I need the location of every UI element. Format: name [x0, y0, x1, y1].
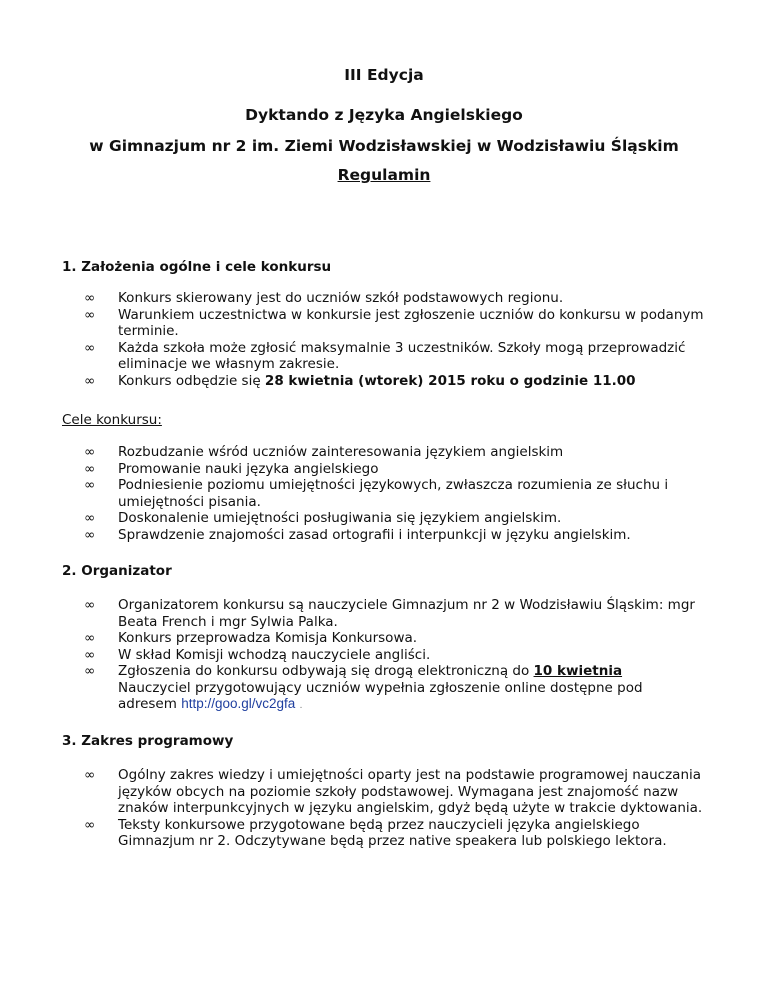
list-item: ∞ Organizatorem konkursu są nauczyciele Gimnazjum nr 2 w Wodzisławiu Śląskim: mgr Beata French i mgr Sylwia Palka.	[84, 597, 695, 630]
infinity-bullet-icon: ∞	[84, 444, 96, 460]
infinity-bullet-icon: ∞	[84, 526, 96, 543]
infinity-bullet-icon: ∞	[84, 460, 96, 477]
school-name: w Gimnazjum nr 2 im. Ziemi Wodzisławskiej w Wodzisławiu Śląskim	[89, 137, 679, 155]
section2-list	[84, 597, 704, 715]
infinity-bullet-icon: ∞	[84, 646, 96, 663]
infinity-bullet-icon: ∞	[84, 663, 96, 679]
edition-label: III Edycja	[344, 66, 424, 84]
list-item: ∞ Sprawdzenie znajomości zasad ortografii i interpunkcji w języku angielskim.	[84, 526, 631, 543]
goals-heading: Cele konkursu:	[62, 412, 162, 428]
list-item: ∞ Każda szkoła może zgłosić maksymalnie 3 uczestników. Szkoły mogą przeprowadzić eliminacje we własnym zakresie.	[84, 339, 686, 372]
list-item: ∞ Teksty konkursowe przygotowane będą przez nauczycieli języka angielskiego Gimnazjum nr 2. Odczytywane będą przez native speakera lub polskiego lektora.	[84, 816, 667, 849]
contest-date: 28 kwietnia (wtorek) 2015 roku o godzinie 11.00	[264, 372, 636, 389]
infinity-bullet-icon: ∞	[84, 339, 96, 356]
section2-heading: 2. Organizator	[62, 563, 172, 579]
registration-link[interactable]: http://goo.gl/vc2gfa	[181, 696, 296, 711]
infinity-bullet-icon: ∞	[84, 477, 96, 493]
registration-deadline: 10 kwietnia	[533, 663, 623, 679]
list-item: ∞ Konkurs odbędzie się 28 kwietnia (wtorek) 2015 roku o godzinie 11.00	[84, 372, 636, 389]
infinity-bullet-icon: ∞	[84, 630, 96, 646]
list-item: ∞ Konkurs przeprowadza Komisja Konkursowa.	[84, 630, 418, 646]
list-item: ∞ Warunkiem uczestnictwa w konkursie jest zgłoszenie uczniów do konkursu w podanym terminie.	[84, 306, 704, 339]
infinity-bullet-icon: ∞	[84, 290, 96, 306]
infinity-bullet-icon: ∞	[84, 816, 96, 833]
list-item: ∞ W skład Komisji wchodzą nauczyciele angliści.	[84, 646, 431, 663]
infinity-bullet-icon: ∞	[84, 510, 96, 526]
infinity-bullet-icon: ∞	[84, 306, 96, 323]
list-item: ∞ Doskonalenie umiejętności posługiwania się językiem angielskim.	[84, 510, 562, 526]
goals-list	[84, 444, 704, 543]
list-item: ∞ Ogólny zakres wiedzy i umiejętności oparty jest na podstawie programowej nauczania języków obcych na poziomie szkoły podstawowej. Wymagana jest znajomość nazw znaków interpunkcyjnych w języku angielskim, gdyż będą użyte w trakcie dyktowania.	[84, 767, 703, 816]
list-item: ∞ Podniesienie poziomu umiejętności językowych, zwłaszcza rozumienia ze słuchu i umiejętności pisania.	[84, 477, 669, 510]
infinity-bullet-icon: ∞	[84, 767, 96, 783]
infinity-bullet-icon: ∞	[84, 372, 96, 389]
list-item: ∞ Promowanie nauki języka angielskiego	[84, 460, 379, 477]
list-item: ∞ Konkurs skierowany jest do uczniów szkół podstawowych regionu.	[84, 290, 564, 306]
list-item: ∞ Zgłoszenia do konkursu odbywają się drogą elektroniczną do 10 kwietnia Nauczyciel przygotowujący uczniów wypełnia zgłoszenie online dostępne pod adresem http://goo.gl/vc2gfa .	[84, 663, 643, 712]
document-title: Dyktando z Języka Angielskiego	[245, 106, 523, 124]
section1-list	[84, 290, 704, 389]
infinity-bullet-icon: ∞	[84, 597, 96, 613]
section1-heading: 1. Założenia ogólne i cele konkursu	[62, 259, 332, 275]
section3-heading: 3. Zakres programowy	[62, 733, 234, 749]
section3-list	[84, 767, 704, 850]
list-item: ∞ Rozbudzanie wśród uczniów zainteresowania językiem angielskim	[84, 444, 564, 460]
regulamin-heading: Regulamin	[337, 166, 431, 184]
